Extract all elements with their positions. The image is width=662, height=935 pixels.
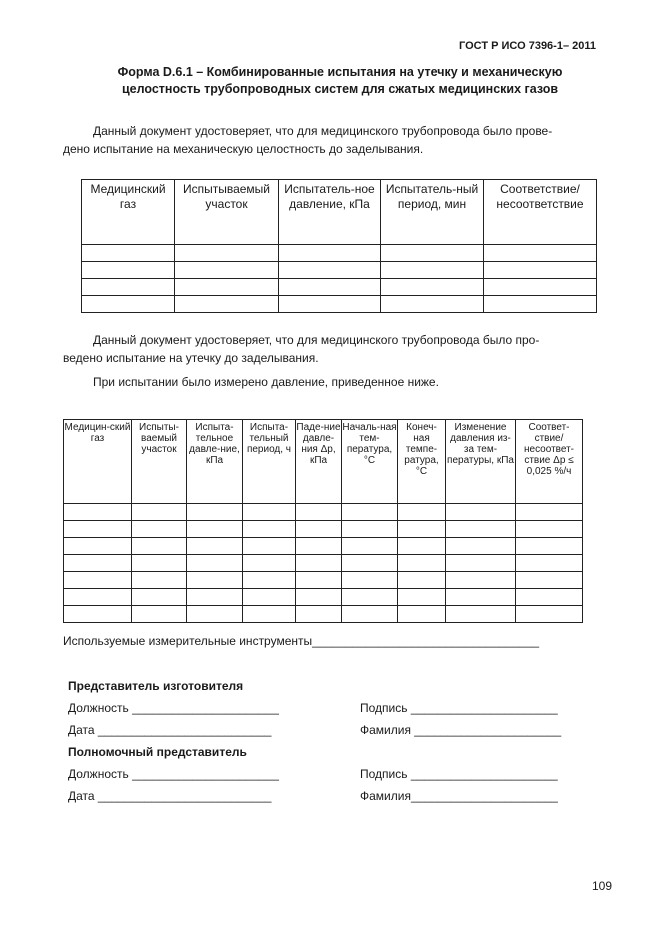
table-cell[interactable]	[187, 555, 243, 572]
table-cell[interactable]	[516, 521, 583, 538]
table-cell[interactable]	[398, 521, 446, 538]
column-header-gas: Медицин-ский газ	[64, 420, 132, 504]
table-cell[interactable]	[446, 538, 516, 555]
column-header-period: Испыта-тельный период, ч	[243, 420, 296, 504]
form-title-line-2: целостность трубопроводных систем для сжатых медицинских газов	[121, 82, 559, 96]
table-cell[interactable]	[64, 521, 132, 538]
table-cell[interactable]	[296, 572, 342, 589]
table-row	[82, 262, 597, 279]
table-cell[interactable]	[484, 279, 597, 296]
leak-test-statement	[63, 331, 613, 391]
table-cell[interactable]	[296, 538, 342, 555]
manufacturer-date-field[interactable]: Дата __________________________	[68, 723, 272, 737]
table-cell[interactable]	[296, 521, 342, 538]
table-cell[interactable]	[132, 538, 187, 555]
table-cell[interactable]	[175, 279, 279, 296]
table-cell[interactable]	[484, 262, 597, 279]
authorized-heading: Полномочный представитель	[68, 745, 247, 759]
table-cell[interactable]	[187, 606, 243, 623]
table-cell[interactable]	[516, 504, 583, 521]
table-cell[interactable]	[243, 606, 296, 623]
table-cell[interactable]	[187, 538, 243, 555]
table-cell[interactable]	[296, 504, 342, 521]
manufacturer-signature-field[interactable]: Подпись ______________________	[360, 701, 558, 715]
authorized-signature-field[interactable]: Подпись ______________________	[360, 767, 558, 781]
table-cell[interactable]	[446, 521, 516, 538]
form-title-line-1: Форма D.6.1 – Комбинированные испытания на утечку и механическую	[117, 65, 563, 79]
table-cell[interactable]	[381, 245, 484, 262]
table-cell[interactable]	[64, 589, 132, 606]
column-header-compliance: Соответ-ствие/ несоответ-ствие Δp ≤ 0,025 %/ч	[516, 420, 583, 504]
manufacturer-surname-field[interactable]: Фамилия ______________________	[360, 723, 562, 737]
table-row	[82, 296, 597, 313]
table-cell[interactable]	[175, 262, 279, 279]
table-row	[82, 245, 597, 262]
column-header-pressure-change: Изменение давления из-за тем-пературы, кПа	[446, 420, 516, 504]
instruments-field[interactable]: Используемые измерительные инструменты__________________________________	[63, 634, 540, 648]
column-header-end-temperature: Конеч-ная темпе-ратура, °C	[398, 420, 446, 504]
manufacturer-position-field[interactable]: Должность ______________________	[68, 701, 279, 715]
table-cell[interactable]	[64, 555, 132, 572]
column-header-pressure: Испытатель-ное давление, кПа	[279, 180, 381, 245]
table-cell[interactable]	[484, 296, 597, 313]
table-cell[interactable]	[279, 279, 381, 296]
table-cell[interactable]	[446, 589, 516, 606]
table-cell[interactable]	[132, 572, 187, 589]
authorized-date-field[interactable]: Дата __________________________	[68, 789, 272, 803]
table-cell[interactable]	[381, 296, 484, 313]
table-cell[interactable]	[279, 296, 381, 313]
table-cell[interactable]	[243, 538, 296, 555]
document-code: ГОСТ Р ИСО 7396-1– 2011	[459, 40, 596, 52]
table-cell[interactable]	[516, 555, 583, 572]
table-cell[interactable]	[132, 589, 187, 606]
statement-line: При испытании было измерено давление, приведенное ниже.	[93, 375, 439, 389]
mechanical-integrity-table	[81, 179, 597, 313]
table-cell[interactable]	[342, 606, 398, 623]
column-header-gas: Медицинский газ	[82, 180, 175, 245]
manufacturer-heading: Представитель изготовителя	[68, 679, 244, 693]
column-header-period: Испытатель-ный период, мин	[381, 180, 484, 245]
table-cell[interactable]	[82, 279, 175, 296]
table-row	[64, 521, 583, 538]
statement-line: Данный документ удостоверяет, что для медицинского трубопровода было про-	[93, 333, 540, 347]
table-cell[interactable]	[132, 555, 187, 572]
table-cell[interactable]	[175, 245, 279, 262]
table-cell[interactable]	[398, 538, 446, 555]
statement-line: дено испытание на механическую целостность до заделывания.	[63, 142, 424, 156]
table-cell[interactable]	[398, 572, 446, 589]
column-header-section: Испытываемый участок	[175, 180, 279, 245]
statement-line: Данный документ удостоверяет, что для медицинского трубопровода было прове-	[93, 124, 553, 138]
statement-line: ведено испытание на утечку до заделывания.	[63, 351, 319, 365]
table-cell[interactable]	[446, 555, 516, 572]
table-cell[interactable]	[398, 589, 446, 606]
table-cell[interactable]	[187, 572, 243, 589]
table-cell[interactable]	[187, 521, 243, 538]
table-cell[interactable]	[516, 606, 583, 623]
leak-test-table	[63, 419, 583, 623]
table-cell[interactable]	[398, 555, 446, 572]
table-row	[64, 555, 583, 572]
mechanical-integrity-statement	[63, 122, 613, 158]
table-cell[interactable]	[82, 245, 175, 262]
table-cell[interactable]	[342, 521, 398, 538]
authorized-surname-field[interactable]: Фамилия______________________	[360, 789, 558, 803]
table-cell[interactable]	[446, 504, 516, 521]
table-row	[64, 504, 583, 521]
table-cell[interactable]	[82, 262, 175, 279]
table-cell[interactable]	[398, 504, 446, 521]
table-row	[64, 589, 583, 606]
table-cell[interactable]	[82, 296, 175, 313]
table-cell[interactable]	[516, 572, 583, 589]
table-cell[interactable]	[516, 538, 583, 555]
table-cell[interactable]	[516, 589, 583, 606]
column-header-start-temperature: Началь-ная тем-пература, °C	[342, 420, 398, 504]
table-cell[interactable]	[243, 504, 296, 521]
table-row	[64, 538, 583, 555]
table-cell[interactable]	[342, 555, 398, 572]
table-cell[interactable]	[398, 606, 446, 623]
table-header-row	[82, 180, 597, 245]
authorized-position-field[interactable]: Должность ______________________	[68, 767, 279, 781]
page-number: 109	[591, 879, 612, 893]
table-cell[interactable]	[187, 504, 243, 521]
form-title	[60, 64, 620, 98]
table-cell[interactable]	[64, 504, 132, 521]
table-cell[interactable]	[342, 504, 398, 521]
table-cell[interactable]	[446, 606, 516, 623]
table-cell[interactable]	[381, 262, 484, 279]
table-cell[interactable]	[243, 589, 296, 606]
table-cell[interactable]	[279, 245, 381, 262]
table-cell[interactable]	[187, 589, 243, 606]
table-row	[64, 572, 583, 589]
table-row	[64, 606, 583, 623]
column-header-pressure: Испыта-тельное давле-ние, кПа	[187, 420, 243, 504]
table-cell[interactable]	[64, 606, 132, 623]
table-cell[interactable]	[243, 555, 296, 572]
table-cell[interactable]	[132, 521, 187, 538]
table-cell[interactable]	[243, 521, 296, 538]
table-cell[interactable]	[296, 555, 342, 572]
table-cell[interactable]	[342, 589, 398, 606]
table-cell[interactable]	[342, 538, 398, 555]
table-row	[82, 279, 597, 296]
table-header-row	[64, 420, 583, 504]
table-cell[interactable]	[279, 262, 381, 279]
table-cell[interactable]	[243, 572, 296, 589]
table-cell[interactable]	[64, 538, 132, 555]
table-cell[interactable]	[342, 572, 398, 589]
table-cell[interactable]	[175, 296, 279, 313]
column-header-section: Испыты-ваемый участок	[132, 420, 187, 504]
column-header-compliance: Соответствие/ несоответствие	[484, 180, 597, 245]
column-header-pressure-drop: Паде-ние давле-ния Δp, кПа	[296, 420, 342, 504]
table-cell[interactable]	[446, 572, 516, 589]
table-cell[interactable]	[132, 504, 187, 521]
table-cell[interactable]	[64, 572, 132, 589]
table-cell[interactable]	[296, 606, 342, 623]
table-cell[interactable]	[132, 606, 187, 623]
table-cell[interactable]	[381, 279, 484, 296]
table-cell[interactable]	[296, 589, 342, 606]
table-cell[interactable]	[484, 245, 597, 262]
